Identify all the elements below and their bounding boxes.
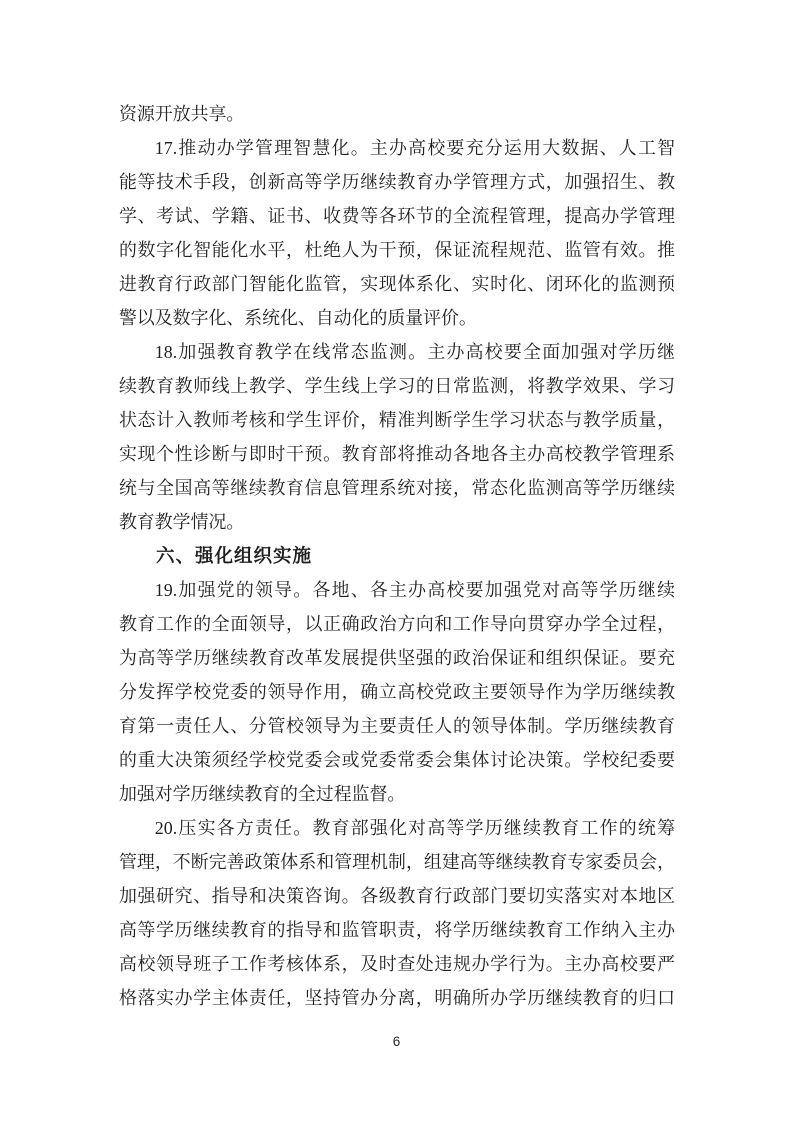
text-line: 资源开放共享。 [119, 104, 245, 124]
text-line: 育第一责任人、分管校领导为主要责任人的领导体制。学历继续教育 [119, 716, 675, 736]
text-line: 加强对学历继续教育的全过程监督。 [119, 784, 406, 804]
text-line: 统与全国高等继续教育信息管理系统对接，常态化监测高等学历继续 [119, 478, 675, 498]
paragraph [119, 97, 675, 131]
text-line: 实现个性诊断与即时干预。教育部将推动各地各主办高校教学管理系 [119, 444, 675, 464]
text-line: 警以及数字化、系统化、自动化的质量评价。 [119, 308, 477, 328]
text-line: 的重大决策须经学校党委会或党委常委会集体讨论决策。学校纪委要 [119, 750, 675, 770]
section-heading [119, 539, 675, 573]
text-line: 19.加强党的领导。各地、各主办高校要加强党对高等学历继续 [154, 580, 675, 600]
text-line: 20.压实各方责任。教育部强化对高等学历继续教育工作的统筹 [154, 818, 675, 838]
text-line: 教育工作的全面领导，以正确政治方向和工作导向贯穿办学全过程， [119, 614, 675, 634]
text-line: 学、考试、学籍、证书、收费等各环节的全流程管理，提高办学管理 [119, 206, 675, 226]
text-line: 18.加强教育教学在线常态监测。主办高校要全面加强对学历继 [154, 342, 675, 362]
text-line: 续教育教师线上教学、学生线上学习的日常监测，将教学效果、学习 [119, 376, 675, 396]
text-line: 管理，不断完善政策体系和管理机制，组建高等继续教育专家委员会， [119, 852, 675, 872]
text-line: 为高等学历继续教育改革发展提供坚强的政治保证和组织保证。要充 [119, 648, 675, 668]
text-line: 分发挥学校党委的领导作用，确立高校党政主要领导作为学历继续教 [119, 682, 675, 702]
text-line: 教育教学情况。 [119, 512, 245, 532]
text-line: 加强研究、指导和决策咨询。各级教育行政部门要切实落实对本地区 [119, 886, 675, 906]
text-line: 进教育行政部门智能化监管，实现体系化、实时化、闭环化的监测预 [119, 274, 675, 294]
text-line: 状态计入教师考核和学生评价，精准判断学生学习状态与教学质量， [119, 410, 675, 430]
heading-line: 六、强化组织实施 [156, 545, 313, 566]
text-content [119, 97, 675, 1015]
paragraph [119, 335, 675, 539]
paragraph [119, 811, 675, 1015]
paragraph [119, 131, 675, 335]
text-line: 17.推动办学管理智慧化。主办高校要充分运用大数据、人工智 [154, 138, 675, 158]
text-line: 高等学历继续教育的指导和监管职责，将学历继续教育工作纳入主办 [119, 920, 675, 940]
text-line: 格落实办学主体责任，坚持管办分离，明确所办学历继续教育的归口 [119, 988, 675, 1008]
paragraph [119, 573, 675, 811]
text-line: 高校领导班子工作考核体系，及时查处违规办学行为。主办高校要严 [119, 954, 675, 974]
text-line: 的数字化智能化水平，杜绝人为干预，保证流程规范、监管有效。推 [119, 240, 675, 260]
text-line: 能等技术手段，创新高等学历继续教育办学管理方式，加强招生、教 [119, 172, 675, 192]
page-number-label: 6 [392, 1034, 401, 1049]
